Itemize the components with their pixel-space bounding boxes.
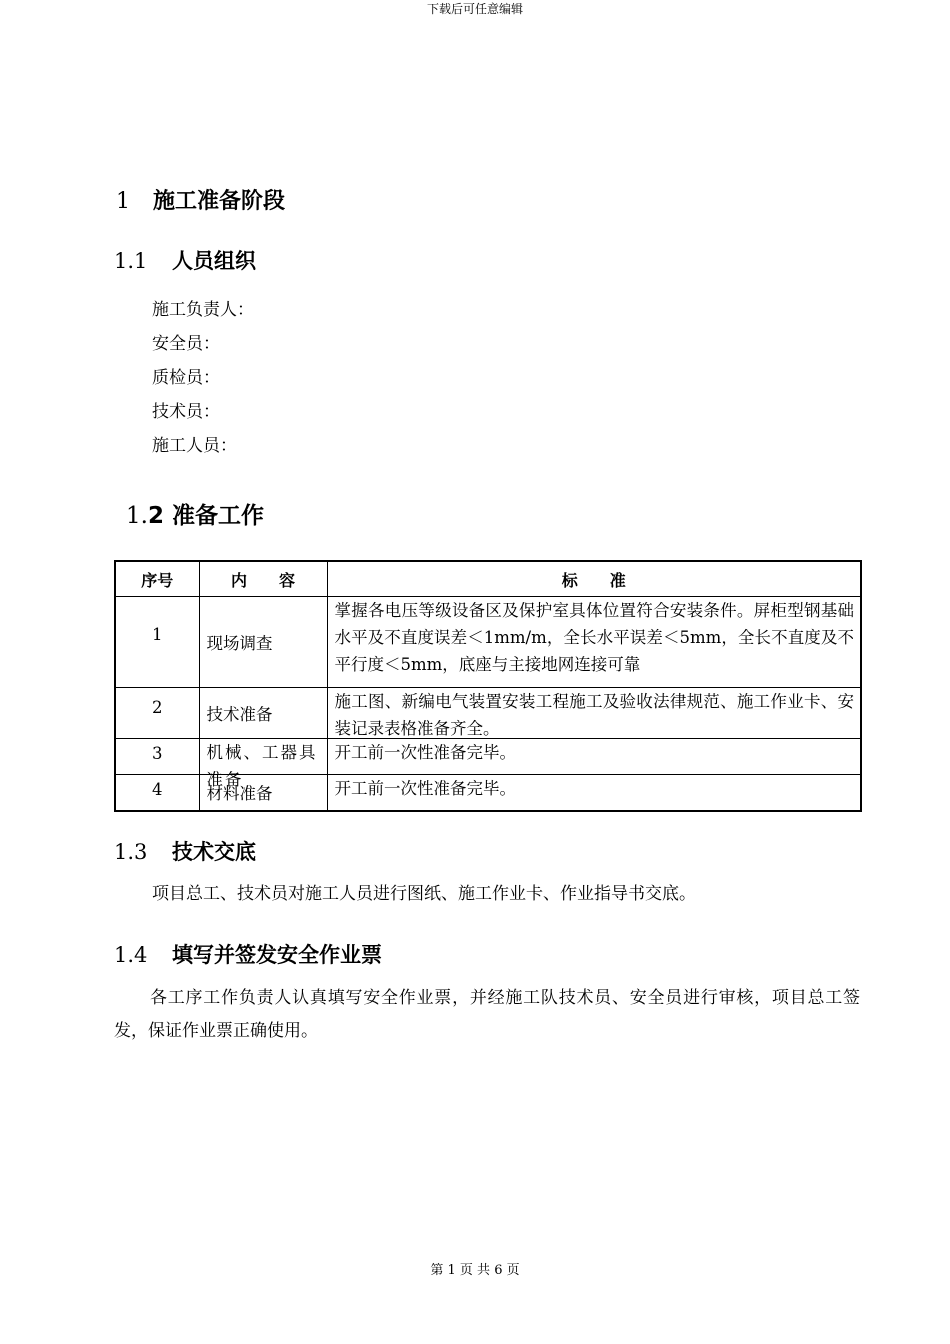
section-1-2-heading bbox=[126, 497, 264, 530]
section-1-2-title: 准备工作 bbox=[171, 503, 264, 529]
section-1-2-number: 1.2 bbox=[126, 503, 164, 529]
section-1-1-heading bbox=[114, 245, 256, 275]
role-line-workers: 施工人员： bbox=[152, 436, 237, 456]
section-1-title: 施工准备阶段 bbox=[153, 189, 286, 214]
row-standard: 开工前一次性准备完毕。 bbox=[327, 775, 861, 811]
preparation-table bbox=[114, 560, 862, 812]
table-row bbox=[115, 739, 861, 775]
row-content: 现场调查 bbox=[199, 597, 327, 688]
section-1-3-title: 技术交底 bbox=[172, 840, 256, 864]
role-line-technician: 技术员： bbox=[152, 402, 220, 422]
section-1-number: 1 bbox=[116, 189, 130, 214]
row-standard: 施工图、新编电气装置安装工程施工及验收法律规范、施工作业卡、安装记录表格准备齐全。 bbox=[327, 688, 861, 739]
section-1-heading bbox=[116, 184, 285, 215]
section-1-1-title: 人员组织 bbox=[172, 249, 256, 273]
section-1-4-heading bbox=[114, 939, 382, 969]
row-content: 材料准备 bbox=[199, 775, 327, 811]
section-1-1-number: 1.1 bbox=[114, 249, 148, 273]
page-footer: 第 1 页 共 6 页 bbox=[430, 1263, 520, 1278]
section-1-3-paragraph: 项目总工、技术员对施工人员进行图纸、施工作业卡、作业指导书交底。 bbox=[152, 884, 696, 904]
row-index: 4 bbox=[115, 775, 199, 811]
header-index: 序号 bbox=[115, 561, 199, 597]
role-line-leader: 施工负责人： bbox=[152, 300, 254, 320]
row-standard: 开工前一次性准备完毕。 bbox=[327, 739, 861, 775]
table-row bbox=[115, 597, 861, 688]
section-1-4-paragraph: 各工序工作负责人认真填写安全作业票，并经施工队技术员、安全员进行审核，项目总工签发，保证作业票正确使用。 bbox=[114, 988, 860, 1041]
row-index: 3 bbox=[115, 739, 199, 775]
header-standard: 标 准 bbox=[327, 561, 861, 597]
role-line-safety: 安全员： bbox=[152, 334, 220, 354]
section-1-4-number: 1.4 bbox=[114, 943, 148, 967]
role-line-quality: 质检员： bbox=[152, 368, 220, 388]
table-header-row bbox=[115, 561, 861, 597]
table-row bbox=[115, 775, 861, 811]
row-index: 2 bbox=[115, 688, 199, 739]
row-content: 技术准备 bbox=[199, 688, 327, 739]
table-row bbox=[115, 688, 861, 739]
row-content: 机械、工器具准备 bbox=[199, 739, 327, 775]
section-1-3-heading bbox=[114, 836, 256, 866]
header-note: 下载后可任意编辑 bbox=[426, 2, 523, 16]
row-index: 1 bbox=[115, 597, 199, 688]
row-standard: 掌握各电压等级设备区及保护室具体位置符合安装条件。屏柜型钢基础水平及不直度误差＜1mm/m，全长水平误差＜5mm，全长不直度及不平行度＜5mm，底座与主接地网连接可靠 bbox=[327, 597, 861, 688]
section-1-4-title: 填写并签发安全作业票 bbox=[172, 943, 382, 967]
section-1-3-number: 1.3 bbox=[114, 840, 148, 864]
header-content: 内 容 bbox=[199, 561, 327, 597]
